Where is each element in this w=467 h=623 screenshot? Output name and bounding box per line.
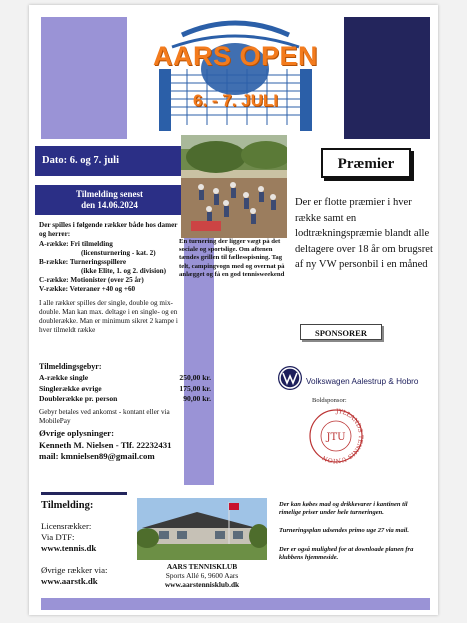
contact-line: Kenneth M. Nielsen - Tlf. 22232431	[39, 439, 172, 450]
event-dates: 6. - 7. JULI	[192, 91, 279, 110]
sponsors-heading: SPONSORER	[300, 324, 382, 340]
bottom-divider	[41, 492, 127, 495]
fees-table	[39, 373, 211, 405]
fee-row: Doublerække pr. person 90,00 kr.	[39, 394, 211, 403]
club-website[interactable]: www.aarstennisklub.dk	[164, 580, 240, 590]
license-via: Via DTF:	[41, 532, 75, 542]
banner-lavender-block	[41, 17, 127, 139]
license-link[interactable]: www.tennis.dk	[41, 543, 97, 553]
class-row: (licensturnering - kat. 2)	[81, 249, 156, 257]
jtu-letters: JTU	[326, 432, 346, 443]
note-download: Der er også mulighed for at downloade planen fra klubbens hjemmeside.	[279, 545, 414, 561]
prizes-heading: Præmier	[321, 148, 411, 178]
registration-line-1: Tilmelding senest	[75, 189, 144, 199]
note-food: Der kan købes mad og drikkevarer i kantinen til rimelige priser under hele turneringen.	[279, 501, 408, 517]
class-row: (ikke Elite, 1. og 2. division)	[81, 267, 167, 275]
clubhouse-photo	[137, 498, 267, 565]
other-info	[39, 428, 211, 463]
vw-logo-icon	[277, 365, 303, 396]
signup-info	[41, 521, 151, 587]
date-box: Dato: 6. og 7. juli	[35, 146, 184, 176]
class-row: B-række: Turneringsspillere	[39, 258, 127, 266]
bottom-lavender-band	[41, 598, 430, 610]
jtu-logo-icon	[307, 407, 365, 470]
other-rows-label: Øvrige rækker via:	[41, 565, 108, 575]
notes	[279, 501, 419, 562]
other-rows-link[interactable]: www.aarstk.dk	[41, 576, 98, 586]
registration-deadline-box	[35, 185, 184, 215]
mail-line: mail: kmnielsen89@gmail.com	[39, 451, 155, 461]
classes-list	[39, 240, 184, 294]
class-row: A-række: Fri tilmelding	[39, 240, 113, 248]
club-name: AARS TENNISKLUB	[166, 562, 238, 571]
fees-heading: Tilmeldingsgebyr:	[39, 362, 102, 371]
banner-navy-block	[344, 17, 430, 139]
registration-line-2: den 14.06.2024	[81, 200, 138, 210]
classes-intro: Der spilles i følgende rækker både hos damer og herrer:	[39, 221, 178, 238]
signup-heading: Tilmelding:	[41, 500, 94, 511]
vw-dealer-name: Volkswagen Aalestrup & Hobro	[306, 377, 419, 386]
club-info	[137, 562, 267, 590]
ball-sponsor-label: Boldsponsor:	[312, 397, 347, 404]
event-title: AARS OPEN	[152, 41, 319, 71]
class-row: V-række: Veteraner +40 og +60	[39, 285, 136, 293]
note-schedule: Turneringsplan udsendes primo uge 27 via mail.	[279, 527, 409, 535]
club-address: Sports Allé 6, 9600 Aars	[165, 571, 239, 581]
class-row: C-række: Motionister (over 25 år)	[39, 276, 144, 284]
tennis-ball-logo	[127, 17, 344, 139]
rules-text: I alle rækker spilles der single, double og mix-double. Man kan max. deltage i en single- og en doublerække. Man er minimum sikret 2 kampe i hver tilmeldt række	[39, 299, 178, 334]
payment-info: Gebyr betales ved ankomst - kontant eller via MobilePay	[39, 408, 170, 425]
other-info-heading: Øvrige oplysninger:	[39, 428, 115, 438]
prizes-text: Der er flotte præmier i hver række samt en lodtrækningspræmie blandt alle deltagere over 18 år om brugsret af ny VW personbil i en måned	[295, 197, 433, 271]
jtu-ring-text: JYLLANDS TENNIS UNION	[321, 407, 365, 465]
photo-caption: En turnering der ligger vægt på det sociale og sportslige. Om aftenen tændes grillen til fællesspisning. Tag telt, campingvogn med og overnat på anlægget og få en god tennisweekend	[179, 238, 285, 278]
poster-page	[29, 5, 438, 615]
license-label: Licensrækker:	[41, 521, 92, 531]
tennis-event-photo	[181, 135, 287, 238]
fee-row: A-række single 250,00 kr.	[39, 373, 211, 382]
fee-row: Singlerække øvrige 175,00 kr.	[39, 383, 211, 393]
